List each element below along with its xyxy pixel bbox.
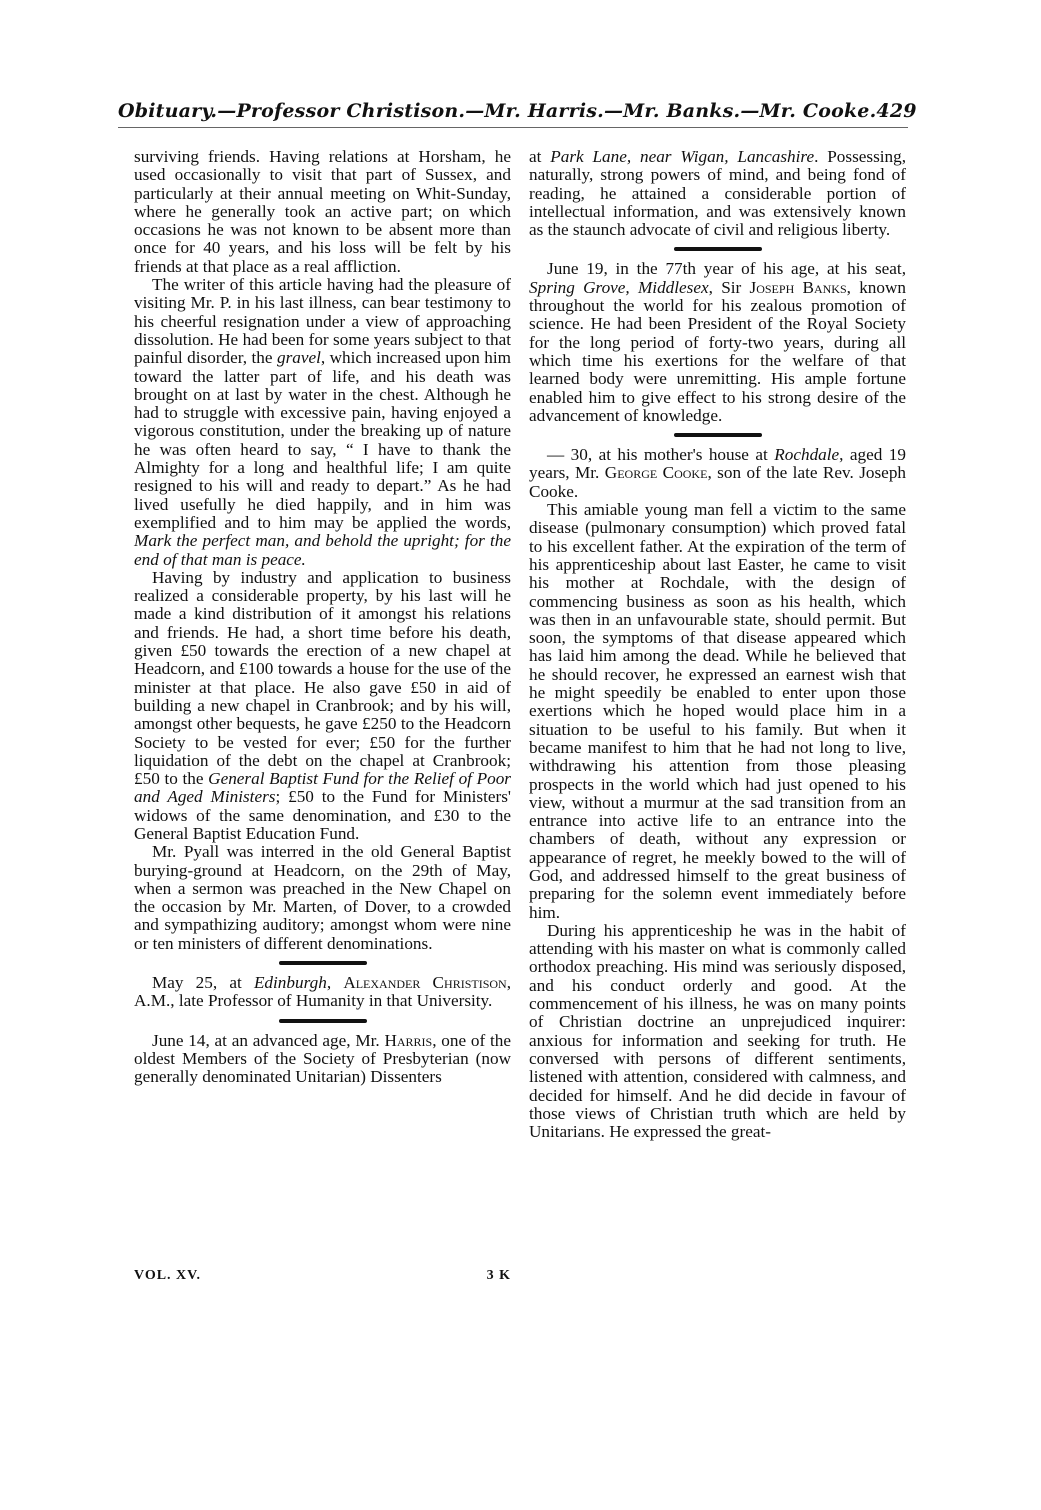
person-name: Harris xyxy=(384,1030,433,1050)
place-name: Park Lane, near Wigan, Lancashire xyxy=(550,147,815,166)
section-separator xyxy=(279,961,367,965)
page-footer xyxy=(134,1268,511,1284)
text-run: June 14, at an advanced age, Mr. xyxy=(152,1030,385,1050)
paragraph: Mr. Pyall was interred in the old General Baptist burying-ground at Headcorn, on the 29th of May, when a sermon was preached in the New Chapel on the occasion by Mr. Marten, of Dover, to a crowded and sympathizing auditory; amongst whom were nine or ten ministers of different denominations. xyxy=(134,842,511,953)
header-title: Obituary.—Professor Christison.—Mr. Harris.—Mr. Banks.—Mr. Cooke. xyxy=(118,100,877,122)
paragraph: This amiable young man fell a victim to the same disease (pulmonary consumption) which proved fatal to his excellent father. At the expiration of the term of his apprenticeship about last Easter, he came to visit his mother at Rochdale, with the design of commencing business as soon as his health, which was then in an unfavourable state, should permit. But soon, the symptoms of that disease appeared which has laid him among the dead. While he believed that he should recover, he expressed an earnest wish that he might speedily be enabled to enter upon those exertions which he hoped would place him in a situation to be useful to his family. But when it became manifest to him that he had not long to live, withdrawing his attention from those pleasing prospects in the world which had just opened to his view, without a murmur at the sad transition from an entrance into active life to an entrance into the chambers of death, without any expression or appearance of regret, he meekly bowed to the will of God, and addressed himself to the great business of preparing for the solemn event immediately before him. xyxy=(529,500,906,922)
text-run: , which increased upon him toward the latter part of life, and his death was brought on at last by water in the chest. Although he had to struggle with excessive pain, having enjoyed a vigorous constitution, under the breaking up of nature he was often heard to say, “ I have to thank the Almighty for a long and healthful life; I am quite resigned to his will and ready to depart.” As he had lived usefully he died happily, and in him was exemplified and to him may be applied the words, xyxy=(134,348,511,532)
text-run: ; £50 to the Fund for Ministers' widows of the same denomination, and £30 to the General Baptist Education Fund. xyxy=(134,787,511,843)
text-run: , known throughout the world for his zealous promotion of science. He had been President of the Royal Society for the long period of forty-two years, during all which time his exertions for the welfare of that learned body were unremitting. His ample fortune enabled him to give effect to his strong desire of the advancement of knowledge. xyxy=(529,277,906,425)
section-separator xyxy=(674,433,762,437)
page-number: 429 xyxy=(876,100,917,122)
place-name: Spring Grove, Middlesex xyxy=(529,277,709,297)
obituary-entry xyxy=(134,974,511,1011)
obituary-entry xyxy=(529,260,906,425)
text-run: . Possessing, naturally, strong powers of mind, and being fond of reading, he attained a considerable portion of intellectual information, and was extensively known as the staunch advocate of civil and religious liberty. xyxy=(529,147,907,240)
text-run: , A.M., late Professor of Humanity in that University. xyxy=(134,973,511,1011)
text-run: May 25, at xyxy=(152,973,254,993)
person-name: Alexander Christison xyxy=(343,973,507,993)
scripture-quote: Mark the perfect man, and behold the upright; for the end of that man is peace. xyxy=(134,531,511,569)
paragraph xyxy=(134,276,511,569)
place-name: Edinburgh xyxy=(253,973,327,993)
right-column xyxy=(529,148,906,1141)
text-run: , Sir xyxy=(708,277,750,297)
signature-mark: 3 K xyxy=(486,1268,511,1283)
section-separator xyxy=(674,247,762,251)
obituary-entry xyxy=(134,1032,511,1087)
text-run: June 19, in the 77th year of his age, at his seat, xyxy=(547,259,906,279)
text-run: , son of the late Rev. Joseph Cooke. xyxy=(529,463,907,501)
text-run: , aged 19 years, Mr. xyxy=(529,445,906,483)
person-name: Joseph Banks xyxy=(749,277,847,297)
header-rule xyxy=(118,127,908,128)
paragraph xyxy=(529,148,906,239)
text-run: Having by industry and application to business realized a considerable property, by his last will he made a kind distribution of it amongst his relations and friends. He had, a short time before his death, given £50 towards the erection of a new chapel at Headcorn, and £100 towards a house for the use of the minister at that place. He also gave £50 in aid of building a new chapel in Cranbrook; and by his will, amongst other bequests, he gave £250 to the Headcorn Society to be vested for ever; £50 for the further liquidation of the debt on the chapel at Cranbrook; £50 to the xyxy=(134,567,511,789)
fund-name: General Baptist Fund for the Relief of Poor and Aged Ministers xyxy=(134,769,511,807)
left-column xyxy=(134,148,511,1087)
running-header xyxy=(118,100,917,122)
text-run: , xyxy=(326,973,344,993)
paragraph xyxy=(134,569,511,843)
text-run: , one of the oldest Members of the Society of Presbyterian (now generally denominated Unitarian) Dissenters xyxy=(134,1030,511,1087)
text-run: at xyxy=(529,147,551,166)
text-run: The writer of this article having had the pleasure of visiting Mr. P. in his last illness, can bear testimony to his cheerful resignation under a view of approaching dissolution. He had been for some years subject to that painful disorder, the xyxy=(134,275,511,368)
italic-term: gravel xyxy=(276,348,321,368)
text-run: — 30, at his mother's house at xyxy=(547,445,775,465)
paragraph: surviving friends. Having relations at Horsham, he used occasionally to visit that part of Sussex, and particularly at their annual meeting on Whit-Sunday, where he generally took an active part; on which occasions he was not known to be absent more than once for 40 years, and his loss will be felt by his friends at that place as a real affliction. xyxy=(134,147,511,276)
place-name: Rochdale xyxy=(774,445,840,465)
person-name: George Cooke xyxy=(604,463,708,483)
obituary-entry xyxy=(529,446,906,501)
paragraph: During his apprenticeship he was in the habit of attending with his master on what is commonly called orthodox preaching. His mind was seriously disposed, and his conduct orderly and good. At the commencement of his illness, he was on many points of Christian doctrine an unprejudiced inquirer: anxious for information and seeking for truth. He conversed with persons of different sentiments, listened with attention, considered with calmness, and decided for himself. And he did decide in favour of those views of Christian truth which are held by Unitarians. He expressed the great- xyxy=(529,920,906,1142)
section-separator xyxy=(279,1019,367,1023)
volume-label: VOL. XV. xyxy=(134,1268,201,1283)
